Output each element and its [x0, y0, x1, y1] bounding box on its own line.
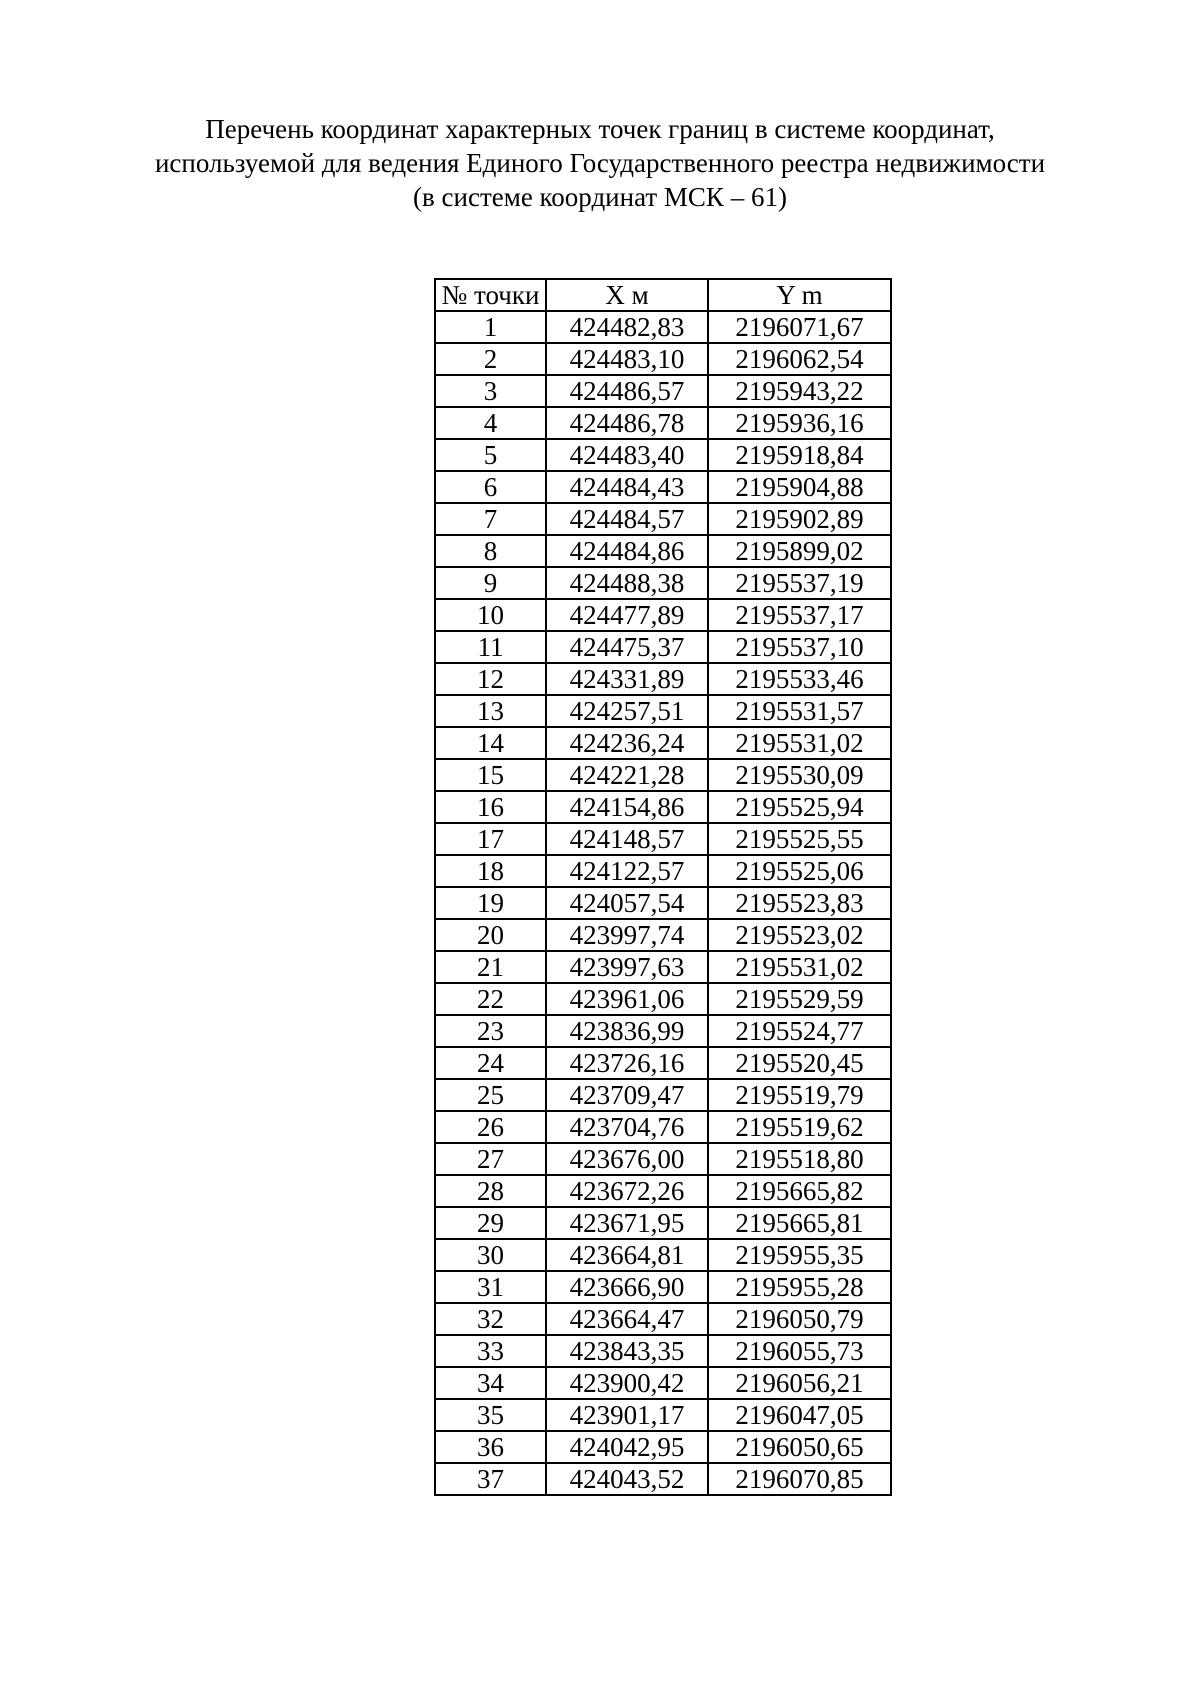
table-row	[435, 1335, 891, 1367]
point-number-cell: 19	[435, 887, 546, 919]
table-row	[435, 823, 891, 855]
point-number-cell: 34	[435, 1367, 546, 1399]
table-row	[435, 375, 891, 407]
y-coordinate-cell: 2195936,16	[708, 407, 891, 439]
y-coordinate-cell: 2195525,94	[708, 791, 891, 823]
table-row	[435, 951, 891, 983]
y-coordinate-cell: 2195530,09	[708, 759, 891, 791]
table-row	[435, 311, 891, 343]
y-coordinate-cell: 2195529,59	[708, 983, 891, 1015]
table-row	[435, 1463, 891, 1495]
table-row	[435, 695, 891, 727]
y-coordinate-cell: 2195533,46	[708, 663, 891, 695]
point-number-cell: 8	[435, 535, 546, 567]
column-header-point-number: № точки	[435, 279, 546, 311]
y-coordinate-cell: 2195537,10	[708, 631, 891, 663]
table-row	[435, 1111, 891, 1143]
table-body	[435, 311, 891, 1495]
point-number-cell: 3	[435, 375, 546, 407]
x-coordinate-cell: 424486,78	[546, 407, 708, 439]
x-coordinate-cell: 424221,28	[546, 759, 708, 791]
x-coordinate-cell: 423671,95	[546, 1207, 708, 1239]
y-coordinate-cell: 2195531,57	[708, 695, 891, 727]
table-row	[435, 1143, 891, 1175]
table-row	[435, 1015, 891, 1047]
title-line: используемой для ведения Единого Государственного реестра недвижимости	[154, 148, 1046, 178]
x-coordinate-cell: 424483,40	[546, 439, 708, 471]
point-number-cell: 1	[435, 311, 546, 343]
y-coordinate-cell: 2196071,67	[708, 311, 891, 343]
x-coordinate-cell: 423704,76	[546, 1111, 708, 1143]
point-number-cell: 37	[435, 1463, 546, 1495]
point-number-cell: 26	[435, 1111, 546, 1143]
x-coordinate-cell: 423709,47	[546, 1079, 708, 1111]
point-number-cell: 27	[435, 1143, 546, 1175]
table-row	[435, 1367, 891, 1399]
point-number-cell: 9	[435, 567, 546, 599]
column-header-y: Y m	[708, 279, 891, 311]
point-number-cell: 22	[435, 983, 546, 1015]
y-coordinate-cell: 2195519,79	[708, 1079, 891, 1111]
table-row	[435, 919, 891, 951]
y-coordinate-cell: 2196050,65	[708, 1431, 891, 1463]
point-number-cell: 29	[435, 1207, 546, 1239]
point-number-cell: 18	[435, 855, 546, 887]
x-coordinate-cell: 424154,86	[546, 791, 708, 823]
x-coordinate-cell: 423726,16	[546, 1047, 708, 1079]
x-coordinate-cell: 423843,35	[546, 1335, 708, 1367]
y-coordinate-cell: 2195665,81	[708, 1207, 891, 1239]
table-row	[435, 1175, 891, 1207]
x-coordinate-cell: 424483,10	[546, 343, 708, 375]
table-row	[435, 471, 891, 503]
title-line: Перечень координат характерных точек границ в системе координат,	[205, 114, 995, 144]
x-coordinate-cell: 423666,90	[546, 1271, 708, 1303]
y-coordinate-cell: 2195518,80	[708, 1143, 891, 1175]
table-header-row	[435, 279, 891, 311]
x-coordinate-cell: 423664,81	[546, 1239, 708, 1271]
point-number-cell: 16	[435, 791, 546, 823]
table-row	[435, 503, 891, 535]
table-row	[435, 759, 891, 791]
y-coordinate-cell: 2195904,88	[708, 471, 891, 503]
y-coordinate-cell: 2195943,22	[708, 375, 891, 407]
point-number-cell: 13	[435, 695, 546, 727]
table-row	[435, 1079, 891, 1111]
table-row	[435, 599, 891, 631]
y-coordinate-cell: 2195531,02	[708, 727, 891, 759]
table-row	[435, 1207, 891, 1239]
point-number-cell: 4	[435, 407, 546, 439]
y-coordinate-cell: 2195537,17	[708, 599, 891, 631]
table-row	[435, 343, 891, 375]
y-coordinate-cell: 2196062,54	[708, 343, 891, 375]
x-coordinate-cell: 424057,54	[546, 887, 708, 919]
y-coordinate-cell: 2195665,82	[708, 1175, 891, 1207]
x-coordinate-cell: 424484,43	[546, 471, 708, 503]
point-number-cell: 20	[435, 919, 546, 951]
x-coordinate-cell: 423672,26	[546, 1175, 708, 1207]
table-row	[435, 1303, 891, 1335]
point-number-cell: 5	[435, 439, 546, 471]
point-number-cell: 17	[435, 823, 546, 855]
x-coordinate-cell: 424122,57	[546, 855, 708, 887]
table-row	[435, 1239, 891, 1271]
table-row	[435, 791, 891, 823]
point-number-cell: 7	[435, 503, 546, 535]
point-number-cell: 11	[435, 631, 546, 663]
title-line: (в системе координат МСК – 61)	[413, 182, 787, 212]
table-row	[435, 1271, 891, 1303]
x-coordinate-cell: 423900,42	[546, 1367, 708, 1399]
y-coordinate-cell: 2195520,45	[708, 1047, 891, 1079]
table-row	[435, 631, 891, 663]
point-number-cell: 30	[435, 1239, 546, 1271]
x-coordinate-cell: 424484,86	[546, 535, 708, 567]
table-row	[435, 535, 891, 567]
table-row	[435, 663, 891, 695]
point-number-cell: 2	[435, 343, 546, 375]
x-coordinate-cell: 424488,38	[546, 567, 708, 599]
x-coordinate-cell: 424042,95	[546, 1431, 708, 1463]
table-row	[435, 1431, 891, 1463]
x-coordinate-cell: 424331,89	[546, 663, 708, 695]
x-coordinate-cell: 424482,83	[546, 311, 708, 343]
y-coordinate-cell: 2195955,28	[708, 1271, 891, 1303]
x-coordinate-cell: 424257,51	[546, 695, 708, 727]
table-row	[435, 887, 891, 919]
y-coordinate-cell: 2195918,84	[708, 439, 891, 471]
x-coordinate-cell: 424043,52	[546, 1463, 708, 1495]
x-coordinate-cell: 423961,06	[546, 983, 708, 1015]
x-coordinate-cell: 423997,74	[546, 919, 708, 951]
table-row	[435, 1399, 891, 1431]
y-coordinate-cell: 2196047,05	[708, 1399, 891, 1431]
point-number-cell: 10	[435, 599, 546, 631]
x-coordinate-cell: 424475,37	[546, 631, 708, 663]
x-coordinate-cell: 424486,57	[546, 375, 708, 407]
x-coordinate-cell: 423664,47	[546, 1303, 708, 1335]
table-row	[435, 983, 891, 1015]
point-number-cell: 31	[435, 1271, 546, 1303]
y-coordinate-cell: 2196050,79	[708, 1303, 891, 1335]
point-number-cell: 15	[435, 759, 546, 791]
y-coordinate-cell: 2195902,89	[708, 503, 891, 535]
table-row	[435, 439, 891, 471]
y-coordinate-cell: 2195523,83	[708, 887, 891, 919]
y-coordinate-cell: 2195955,35	[708, 1239, 891, 1271]
table-row	[435, 1047, 891, 1079]
y-coordinate-cell: 2196070,85	[708, 1463, 891, 1495]
document-title	[0, 112, 1200, 214]
y-coordinate-cell: 2195525,06	[708, 855, 891, 887]
x-coordinate-cell: 423997,63	[546, 951, 708, 983]
point-number-cell: 14	[435, 727, 546, 759]
point-number-cell: 12	[435, 663, 546, 695]
point-number-cell: 36	[435, 1431, 546, 1463]
point-number-cell: 33	[435, 1335, 546, 1367]
y-coordinate-cell: 2196055,73	[708, 1335, 891, 1367]
x-coordinate-cell: 424236,24	[546, 727, 708, 759]
column-header-x: X м	[546, 279, 708, 311]
point-number-cell: 23	[435, 1015, 546, 1047]
x-coordinate-cell: 424484,57	[546, 503, 708, 535]
x-coordinate-cell: 423676,00	[546, 1143, 708, 1175]
x-coordinate-cell: 424477,89	[546, 599, 708, 631]
coordinates-table	[434, 278, 892, 1496]
x-coordinate-cell: 424148,57	[546, 823, 708, 855]
y-coordinate-cell: 2195899,02	[708, 535, 891, 567]
table-row	[435, 407, 891, 439]
y-coordinate-cell: 2196056,21	[708, 1367, 891, 1399]
point-number-cell: 35	[435, 1399, 546, 1431]
point-number-cell: 32	[435, 1303, 546, 1335]
table-row	[435, 727, 891, 759]
x-coordinate-cell: 423836,99	[546, 1015, 708, 1047]
y-coordinate-cell: 2195519,62	[708, 1111, 891, 1143]
point-number-cell: 25	[435, 1079, 546, 1111]
y-coordinate-cell: 2195524,77	[708, 1015, 891, 1047]
table-row	[435, 855, 891, 887]
y-coordinate-cell: 2195531,02	[708, 951, 891, 983]
table-row	[435, 567, 891, 599]
point-number-cell: 21	[435, 951, 546, 983]
x-coordinate-cell: 423901,17	[546, 1399, 708, 1431]
point-number-cell: 6	[435, 471, 546, 503]
y-coordinate-cell: 2195523,02	[708, 919, 891, 951]
y-coordinate-cell: 2195525,55	[708, 823, 891, 855]
y-coordinate-cell: 2195537,19	[708, 567, 891, 599]
point-number-cell: 24	[435, 1047, 546, 1079]
point-number-cell: 28	[435, 1175, 546, 1207]
